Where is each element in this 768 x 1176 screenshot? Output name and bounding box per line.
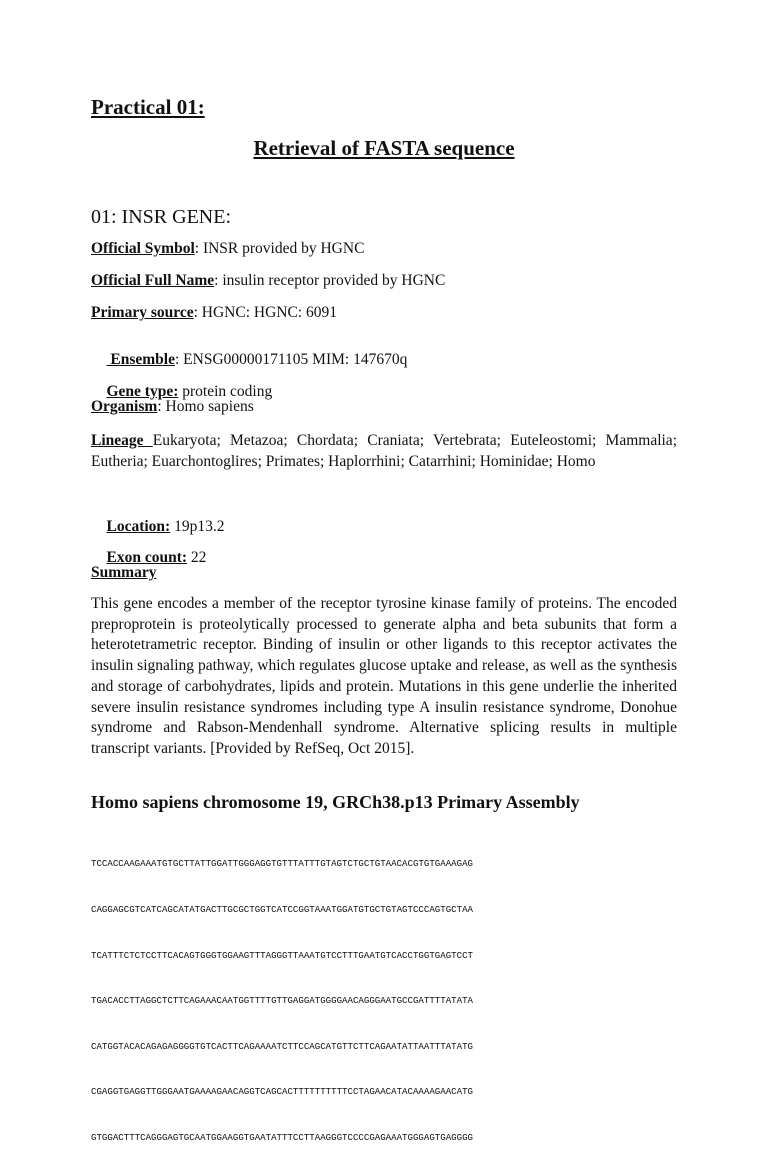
exon-count-label: Exon count: — [106, 548, 188, 566]
main-title: Retrieval of FASTA sequence — [253, 136, 515, 160]
sequence-line: TGACACCTTAGGCTCTTCAGAAACAATGGTTTTGTTGAGGATGGGGAACAGGGAATGCCGATTTTATATA — [91, 995, 473, 1007]
field-label: Ensemble — [106, 350, 175, 368]
field-label: Primary source — [91, 304, 194, 321]
assembly-heading: Homo sapiens chromosome 19, GRCh38.p13 Primary Assembly — [91, 792, 580, 812]
field-value: INSR provided by HGNC — [202, 240, 365, 257]
lineage-field — [91, 430, 677, 472]
field-value: Homo sapiens — [165, 398, 254, 415]
sequence-line: CATGGTACACAGAGAGGGGTGTCACTTCAGAAAATCTTCCAGCATGTTCTTCAGAATATTAATTTATATG — [91, 1040, 473, 1052]
sequence-line: CGAGGTGAGGTTGGGAATGAAAAGAACAGGTCAGCACTTTTTTTTTTCCTAGAACATACAAAAGAACATG — [91, 1086, 473, 1098]
field-label: Official Full Name — [91, 272, 215, 289]
organism-field — [91, 399, 254, 415]
field-value: protein coding — [182, 382, 273, 400]
field-value: insulin receptor provided by HGNC — [222, 272, 446, 289]
exon-count-value: 22 — [187, 548, 207, 566]
primary-source-field — [91, 305, 337, 321]
lineage-label: Lineage — [91, 432, 153, 449]
field-label: Organism — [91, 398, 158, 415]
summary-paragraph: This gene encodes a member of the receptor tyrosine kinase family of proteins. The encoded preproprotein is proteolytically processed to generate alpha and beta subunits that form a heterotetrametric receptor. Binding of insulin or other ligands to this receptor activates the insulin signaling pathway, which regulates glucose uptake and release, as well as the synthesis and storage of carbohydrates, lipids and protein. Mutations in this gene underlie the inherited severe insulin resistance syndromes including type A insulin resistance syndrome, Donohue syndrome and Rabson-Mendenhall syndrome. Alternative splicing results in multiple transcript variants. [Provided by RefSeq, Oct 2015]. — [91, 595, 677, 757]
fasta-sequence — [91, 826, 651, 1176]
sequence-line: CAGGAGCGTCATCAGCATATGACTTGCGCTGGTCATCCGGTAAATGGATGTGCTGTAGTCCCAGTGCTAA — [91, 904, 473, 915]
field-label: Official Symbol — [91, 240, 195, 257]
location-value: 19p13.2 — [170, 517, 225, 535]
sequence-line: TCATTTCTCTCCTTCACAGTGGGTGGAAGTTTAGGGTTAAATGTCCTTTGAATGTCACCTGGTGAGTCCT — [91, 949, 473, 961]
summary-heading: Summary — [91, 564, 157, 581]
field-separator: : — [174, 350, 184, 368]
field-value: ENSG00000171105 MIM: 147670q — [183, 350, 408, 368]
sequence-line: GTGGACTTTCAGGGAGTGCAATGGAAGGTGAATATTTCCTTAAGGGTCCCCGAGAAATGGGAGTGAGGGG — [91, 1131, 473, 1143]
field-separator: : — [194, 240, 203, 257]
official-symbol-field — [91, 241, 364, 257]
field-value: HGNC: HGNC: 6091 — [201, 304, 337, 321]
field-label: Gene type: — [106, 382, 179, 400]
field-separator: : — [214, 272, 223, 289]
field-separator: : — [193, 304, 202, 321]
field-separator: : — [157, 398, 166, 415]
gene-heading: 01: INSR GENE: — [91, 206, 231, 228]
sequence-line: TCCACCAAGAAATGTGCTTATTGGATTGGGAGGTGTTTATTTGTAGTCTGCTGTAACACGTGTGAAAGAG — [91, 858, 473, 870]
official-full-name-field — [91, 273, 445, 289]
practical-title: Practical 01: — [91, 95, 205, 119]
lineage-value: Eukaryota; Metazoa; Chordata; Craniata; Vertebrata; Euteleostomi; Mammalia; Eutheria; Euarchontoglires; Primates; Haplorrhini; Catarrhini; Hominidae; Homo — [91, 432, 677, 470]
location-label: Location: — [106, 517, 171, 535]
